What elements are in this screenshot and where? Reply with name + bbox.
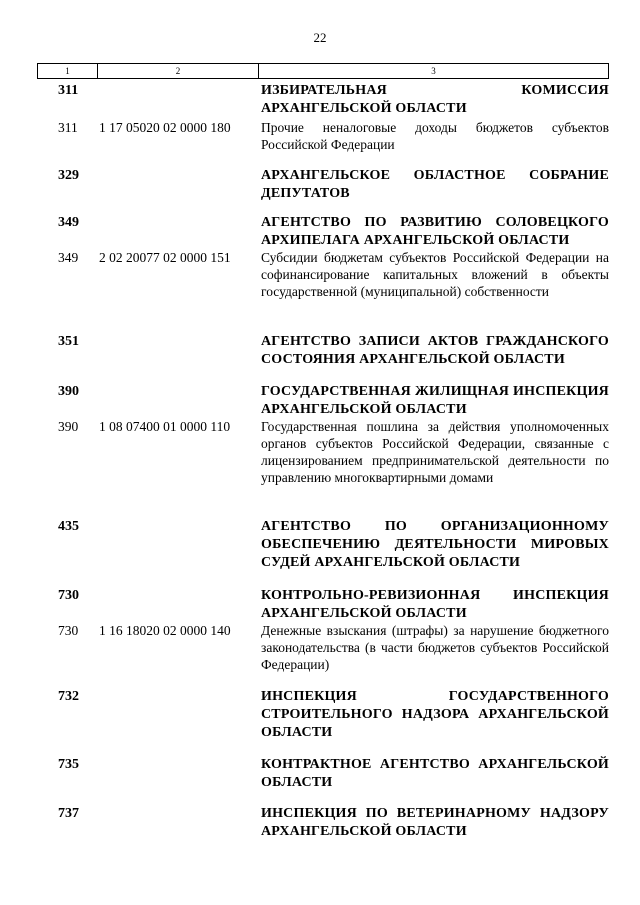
- column-header-3: 3: [431, 66, 436, 76]
- admin-code: 737: [58, 806, 79, 821]
- row-description: АРХАНГЕЛЬСКОЕ ОБЛАСТНОЕ СОБРАНИЕ ДЕПУТАТОВ: [261, 168, 609, 201]
- table-header: [37, 63, 609, 79]
- admin-code: 349: [58, 215, 79, 230]
- row-description: ГОСУДАРСТВЕННАЯ ЖИЛИЩНАЯ ИНСПЕКЦИЯ АРХАНГЕЛЬСКОЙ ОБЛАСТИ: [261, 384, 609, 417]
- admin-code: 311: [58, 83, 79, 98]
- revenue-code: 2 02 20077 02 0000 151: [99, 250, 231, 265]
- admin-code: 390: [58, 384, 79, 399]
- revenue-code: 1 16 18020 02 0000 140: [99, 623, 231, 638]
- row-description: ИНСПЕКЦИЯ ГОСУДАРСТВЕННОГО СТРОИТЕЛЬНОГО НАДЗОРА АРХАНГЕЛЬСКОЙ ОБЛАСТИ: [261, 689, 609, 740]
- page-number: 22: [313, 30, 327, 45]
- admin-code: 735: [58, 757, 79, 772]
- row-description: Субсидии бюджетам субъектов Российской Федерации на софинансирование капитальных вложений в объекты государственной (муниципальной) собственности: [261, 250, 609, 299]
- admin-code: 311: [58, 120, 78, 135]
- admin-code: 329: [58, 168, 79, 183]
- row-description: Прочие неналоговые доходы бюджетов субъектов Российской Федерации: [261, 120, 609, 152]
- row-description: Денежные взыскания (штрафы) за нарушение бюджетного законодательства (в части бюджетов субъектов Российской Федерации): [261, 623, 609, 672]
- admin-code: 390: [58, 419, 79, 434]
- revenue-code: 1 17 05020 02 0000 180: [99, 120, 231, 135]
- row-description: ИЗБИРАТЕЛЬНАЯ КОМИССИЯ АРХАНГЕЛЬСКОЙ ОБЛАСТИ: [261, 83, 609, 116]
- admin-code: 732: [58, 689, 79, 704]
- admin-code: 351: [58, 334, 79, 349]
- row-description: АГЕНТСТВО ПО ОРГАНИЗАЦИОННОМУ ОБЕСПЕЧЕНИЮ ДЕЯТЕЛЬНОСТИ МИРОВЫХ СУДЕЙ АРХАНГЕЛЬСКОЙ ОБЛАСТИ: [261, 519, 609, 570]
- row-description: КОНТРОЛЬНО-РЕВИЗИОННАЯ ИНСПЕКЦИЯ АРХАНГЕЛЬСКОЙ ОБЛАСТИ: [261, 588, 609, 621]
- revenue-code: 1 08 07400 01 0000 110: [99, 419, 231, 434]
- row-description: ИНСПЕКЦИЯ ПО ВЕТЕРИНАРНОМУ НАДЗОРУ АРХАНГЕЛЬСКОЙ ОБЛАСТИ: [261, 806, 609, 839]
- admin-code: 730: [58, 623, 79, 638]
- admin-code: 435: [58, 519, 79, 534]
- admin-code: 349: [58, 250, 79, 265]
- row-description: АГЕНТСТВО ЗАПИСИ АКТОВ ГРАЖДАНСКОГО СОСТОЯНИЯ АРХАНГЕЛЬСКОЙ ОБЛАСТИ: [261, 334, 609, 367]
- row-description: КОНТРАКТНОЕ АГЕНТСТВО АРХАНГЕЛЬСКОЙ ОБЛАСТИ: [261, 757, 609, 790]
- row-description: АГЕНТСТВО ПО РАЗВИТИЮ СОЛОВЕЦКОГО АРХИПЕЛАГА АРХАНГЕЛЬСКОЙ ОБЛАСТИ: [261, 215, 609, 248]
- admin-code: 730: [58, 588, 79, 603]
- column-header-2: 2: [98, 64, 259, 78]
- column-header-1: 1: [38, 64, 98, 78]
- row-description: Государственная пошлина за действия уполномоченных органов субъектов Российской Федерации, связанные с лицензированием предпринимательской деятельности по управлению многоквартирными домами: [261, 419, 609, 485]
